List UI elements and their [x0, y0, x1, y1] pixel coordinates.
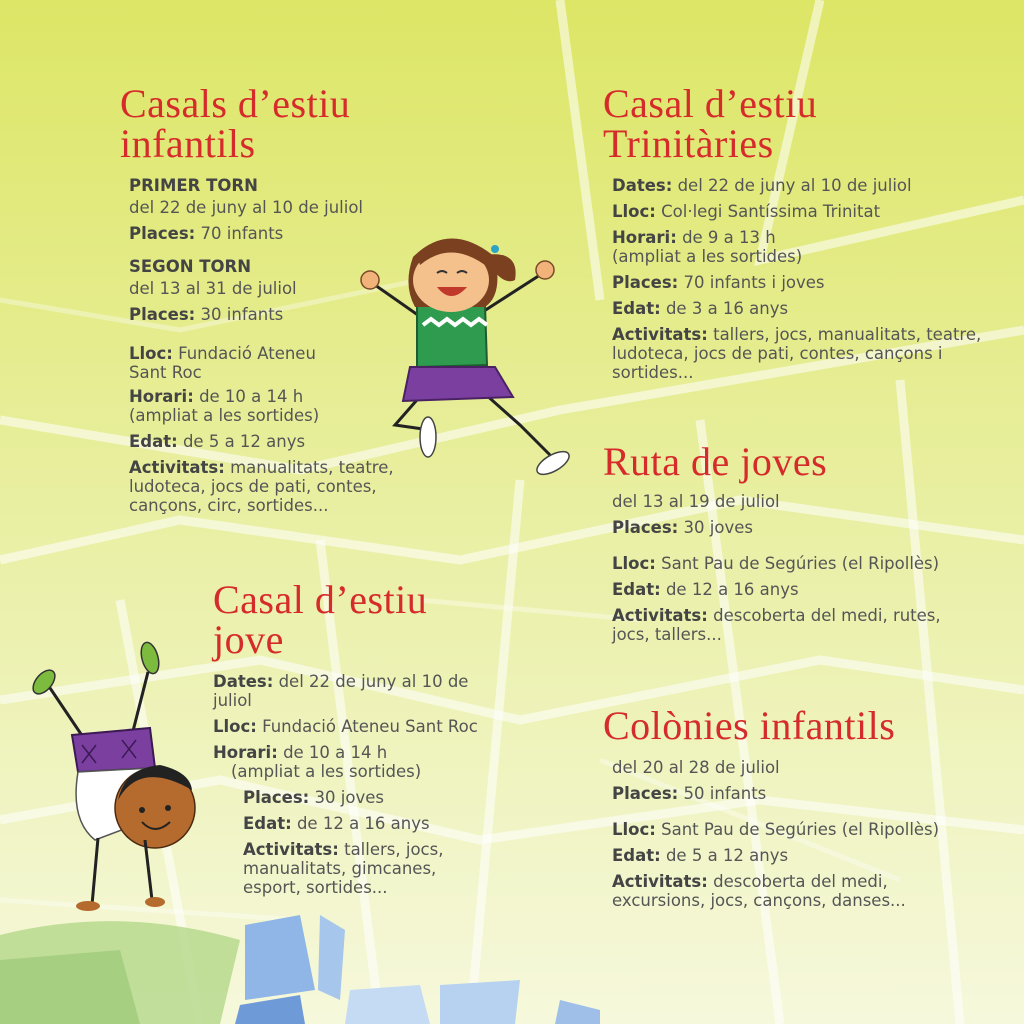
dates-line: del 13 al 19 de juliol: [612, 492, 780, 511]
lloc-line: Lloc: Fundació Ateneu: [129, 344, 316, 363]
activitats-line-cont: cançons, circ, sortides...: [129, 496, 329, 515]
torn-heading: PRIMER TORN: [129, 176, 258, 195]
horari-line: Horari: de 10 a 14 h: [129, 387, 304, 406]
lloc-line: Lloc: Fundació Ateneu Sant Roc: [213, 717, 478, 736]
activitats-line-cont: manualitats, gimcanes,: [243, 859, 437, 878]
torn-heading: SEGON TORN: [129, 257, 252, 276]
title-line: Casal d’estiu: [213, 577, 428, 622]
activitats-line: Activitats: descoberta del medi, rutes,: [612, 606, 941, 625]
casal-jove-section: [213, 577, 513, 897]
dates-line: del 20 al 28 de juliol: [612, 758, 780, 777]
torn-dates: del 13 al 31 de juliol: [129, 279, 297, 298]
activitats-line: Activitats: tallers, jocs,: [243, 840, 444, 859]
horari-line-cont: (ampliat a les sortides): [129, 406, 320, 425]
dates-line: Dates: del 22 de juny al 10 de: [213, 672, 469, 691]
dates-line-cont: juliol: [213, 691, 252, 710]
dates-line: Dates: del 22 de juny al 10 de juliol: [612, 176, 912, 195]
activitats-line-cont: excursions, jocs, cançons, danses...: [612, 891, 906, 910]
colonies-section: [603, 703, 1003, 910]
places-line: Places: 70 infants: [129, 224, 284, 243]
edat-line: Edat: de 3 a 16 anys: [612, 299, 789, 318]
lloc-line-cont: Sant Roc: [129, 363, 202, 382]
lloc-line: Lloc: Sant Pau de Segúries (el Ripollès): [612, 820, 940, 839]
activitats-line: Activitats: manualitats, teatre,: [129, 458, 394, 477]
edat-line: Edat: de 12 a 16 anys: [612, 580, 799, 599]
boy-handstand-illustration: [30, 640, 210, 915]
places-line: Places: 70 infants i joves: [612, 273, 825, 292]
title-line: Trinitàries: [603, 121, 774, 166]
activitats-line: Activitats: tallers, jocs, manualitats, teatre,: [612, 325, 982, 344]
section-title: Ruta de joves: [603, 439, 828, 484]
section-title: [213, 577, 513, 662]
activitats-line-cont: jocs, tallers...: [612, 625, 722, 644]
activitats-line-cont: esport, sortides...: [243, 878, 388, 897]
edat-line: Edat: de 5 a 12 anys: [129, 432, 306, 451]
lloc-line: Lloc: Sant Pau de Segúries (el Ripollès): [612, 554, 940, 573]
edat-line: Edat: de 5 a 12 anys: [612, 846, 789, 865]
casals-infantils-section: [120, 81, 420, 515]
activitats-line-cont: sortides...: [612, 363, 694, 382]
horari-line: Horari: de 9 a 13 h: [612, 228, 776, 247]
activitats-line: Activitats: descoberta del medi,: [612, 872, 888, 891]
edat-line: Edat: de 12 a 16 anys: [243, 814, 430, 833]
ruta-joves-section: [603, 439, 1003, 644]
section-title: [603, 81, 1003, 166]
horari-line: Horari: de 10 a 14 h: [213, 743, 388, 762]
horari-line-cont: (ampliat a les sortides): [612, 247, 803, 266]
places-line: Places: 30 joves: [243, 788, 384, 807]
section-title: [120, 81, 420, 166]
places-line: Places: 50 infants: [612, 784, 767, 803]
title-line: jove: [213, 617, 284, 662]
lloc-line: Lloc: Col·legi Santíssima Trinitat: [612, 202, 881, 221]
title-line: infantils: [120, 121, 256, 166]
section-title: Colònies infantils: [603, 703, 896, 748]
activitats-line-cont: ludoteca, jocs de pati, contes,: [129, 477, 377, 496]
title-line: Casals d’estiu: [120, 81, 351, 126]
places-line: Places: 30 infants: [129, 305, 284, 324]
casal-trinitaries-section: [603, 81, 1003, 382]
places-line: Places: 30 joves: [612, 518, 753, 537]
torn-dates: del 22 de juny al 10 de juliol: [129, 198, 364, 217]
title-line: Casal d’estiu: [603, 81, 818, 126]
horari-line-cont: (ampliat a les sortides): [231, 762, 422, 781]
activitats-line-cont: ludoteca, jocs de pati, contes, cançons i: [612, 344, 943, 363]
